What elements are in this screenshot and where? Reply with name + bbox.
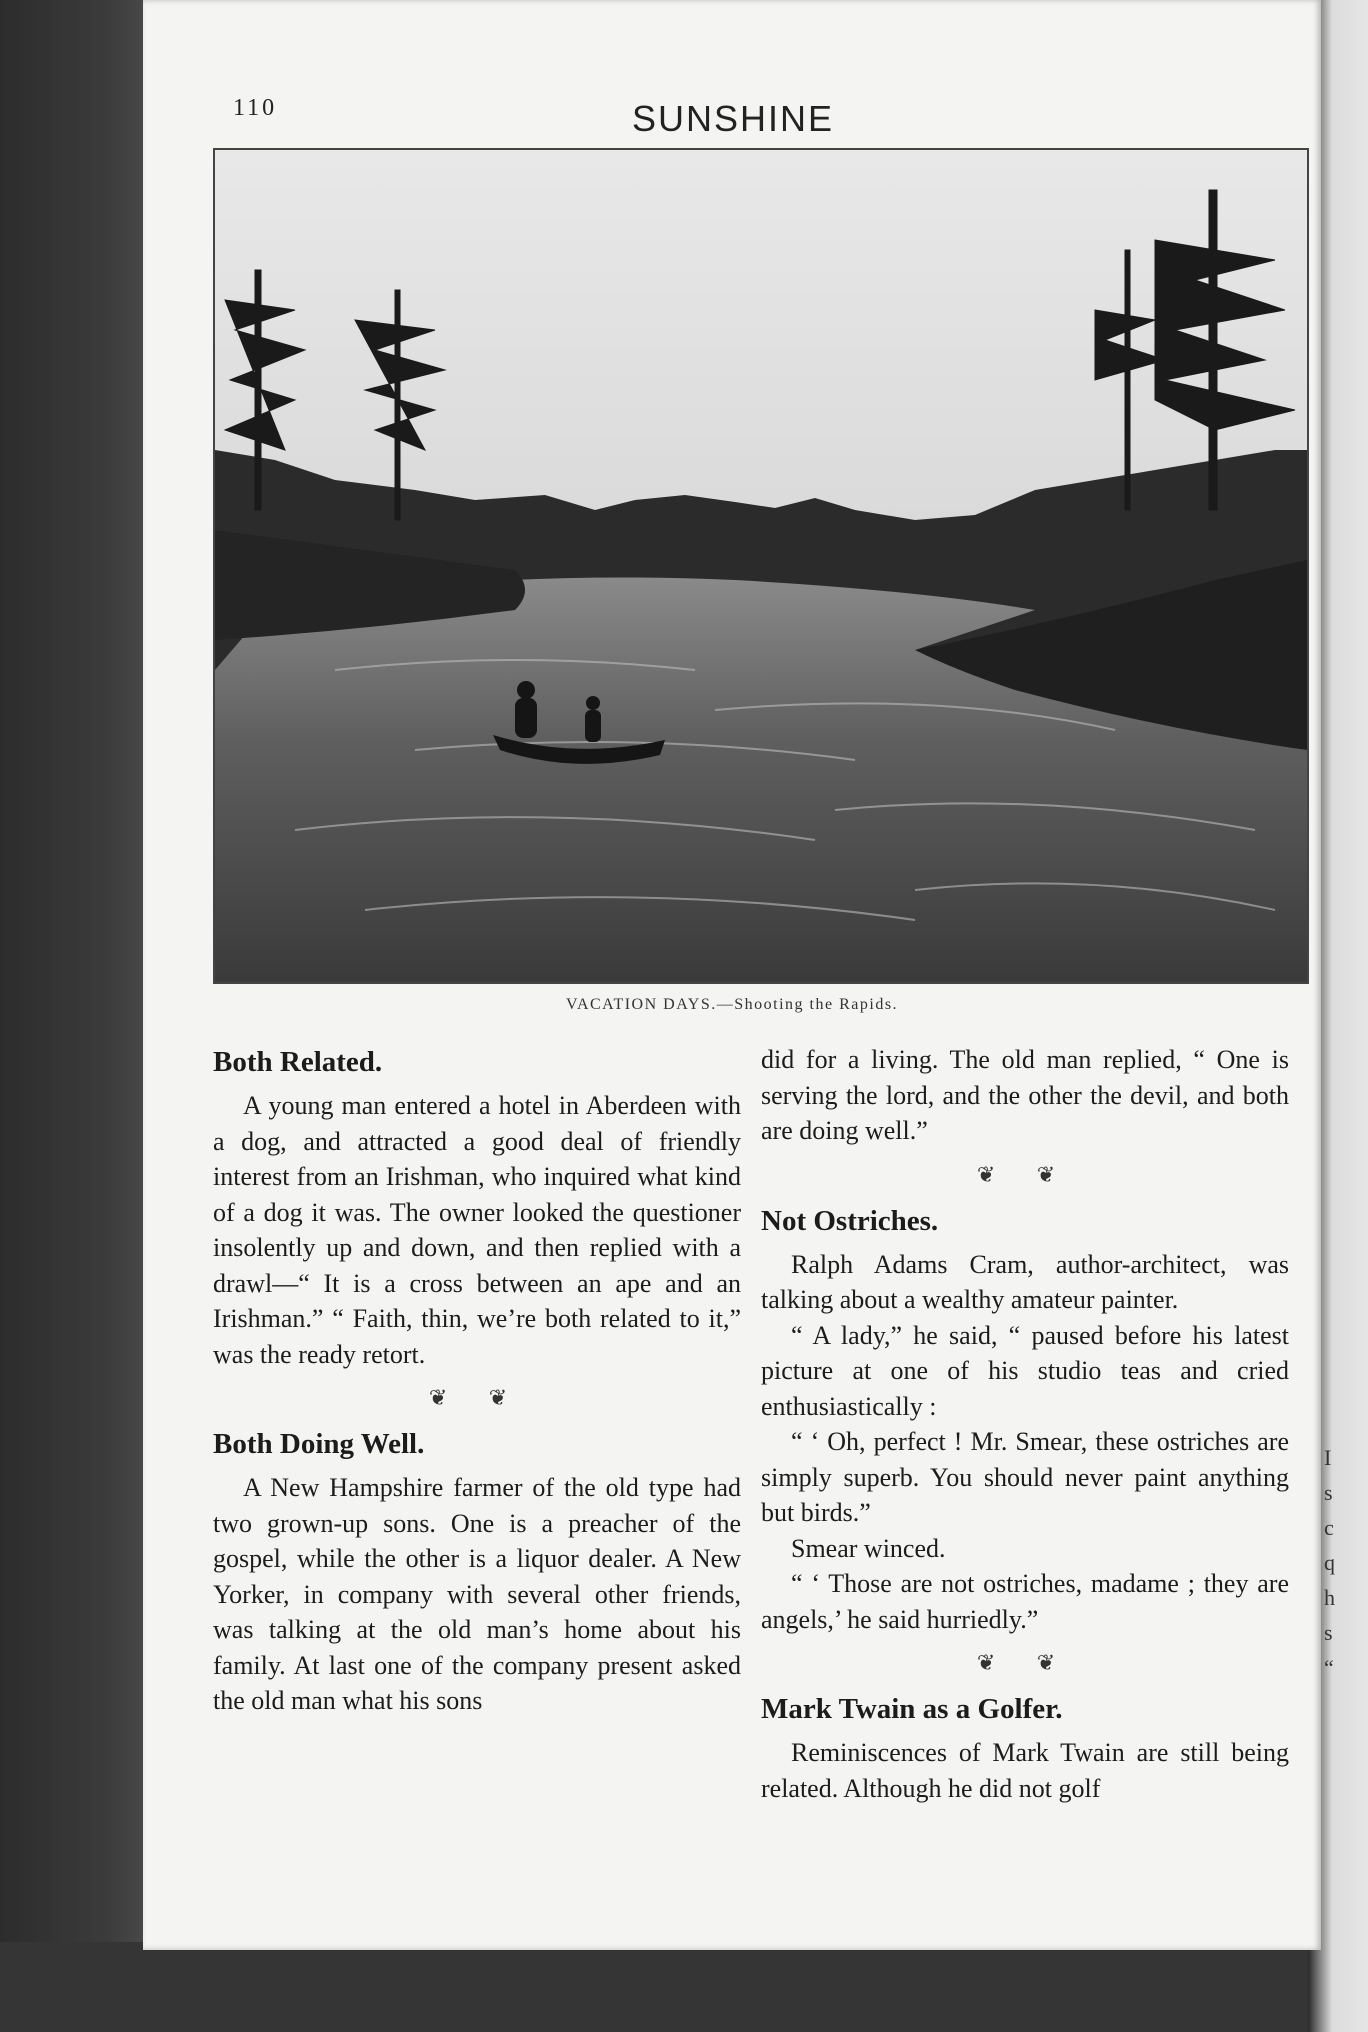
heading-not-ostriches: Not Ostriches. bbox=[761, 1204, 939, 1237]
heading-mark-twain-golfer: Mark Twain as a Golfer. bbox=[761, 1693, 1063, 1725]
paragraph-both-related: A young man entered a hotel in Aberdeen with a dog, and attracted a good deal of friendly interest from an Irishman, who inquired what kind of a dog it was. The owner looked the questioner insolently up and down, and then replied with a drawl—“ It is a cross between an ape and an Irishman.” “ Faith, thin, we’re both related to it,” was the ready retort. bbox=[213, 1091, 741, 1369]
paragraph-ostriches-5: “ ‘ Those are not ostriches, madame ; they are angels,’ he said hurriedly.” bbox=[761, 1569, 1289, 1634]
paragraph-continuation: did for a living. The old man replied, “ One is serving the lord, and the other the devil, and both are doing well.” bbox=[761, 1045, 1289, 1145]
scan-background-bottom bbox=[0, 1942, 1368, 2032]
paragraph-ostriches-3: “ ‘ Oh, perfect ! Mr. Smear, these ostriches are simply superb. You should never paint anything but birds.” bbox=[761, 1427, 1289, 1527]
paragraph-ostriches-4: Smear winced. bbox=[791, 1533, 946, 1563]
heading-both-related: Both Related. bbox=[213, 1046, 383, 1078]
page-number: 110 bbox=[233, 95, 278, 121]
ornament-divider: ❦ ❦ bbox=[976, 1650, 1074, 1675]
running-title: SUNSHINE bbox=[631, 98, 835, 139]
paragraph-mark-twain: Reminiscences of Mark Twain are still being related. Although he did not golf bbox=[761, 1738, 1289, 1803]
paragraph-both-doing-well: A New Hampshire farmer of the old type had two grown-up sons. One is a preacher of the gospel, while the other is a liquor dealer. A New Yorker, in company with several other friends, was talking at the old man’s home about his family. At last one of the company present asked the old man what his sons bbox=[213, 1473, 741, 1715]
heading-both-doing-well: Both Doing Well. bbox=[213, 1428, 425, 1460]
left-column bbox=[213, 1042, 741, 1719]
scan-background-left bbox=[0, 0, 150, 2032]
ornament-divider: ❦ ❦ bbox=[976, 1161, 1074, 1187]
right-column bbox=[761, 1042, 1289, 1806]
paragraph-ostriches-2: “ A lady,” he said, “ paused before his latest picture at one of his studio teas and cried enthusiastically : bbox=[761, 1320, 1289, 1421]
paragraph-ostriches-1: Ralph Adams Cram, author-architect, was talking about a wealthy amateur painter. bbox=[761, 1249, 1289, 1314]
rapids-photograph bbox=[213, 148, 1309, 984]
photo-caption: VACATION DAYS.—Shooting the Rapids. bbox=[565, 996, 899, 1013]
ornament-divider: ❦ ❦ bbox=[428, 1385, 526, 1410]
magazine-page bbox=[143, 0, 1321, 1950]
rapids-photo-illustration bbox=[215, 150, 1307, 982]
adjacent-page-letters: I s c q h s “ bbox=[1324, 1445, 1335, 1680]
